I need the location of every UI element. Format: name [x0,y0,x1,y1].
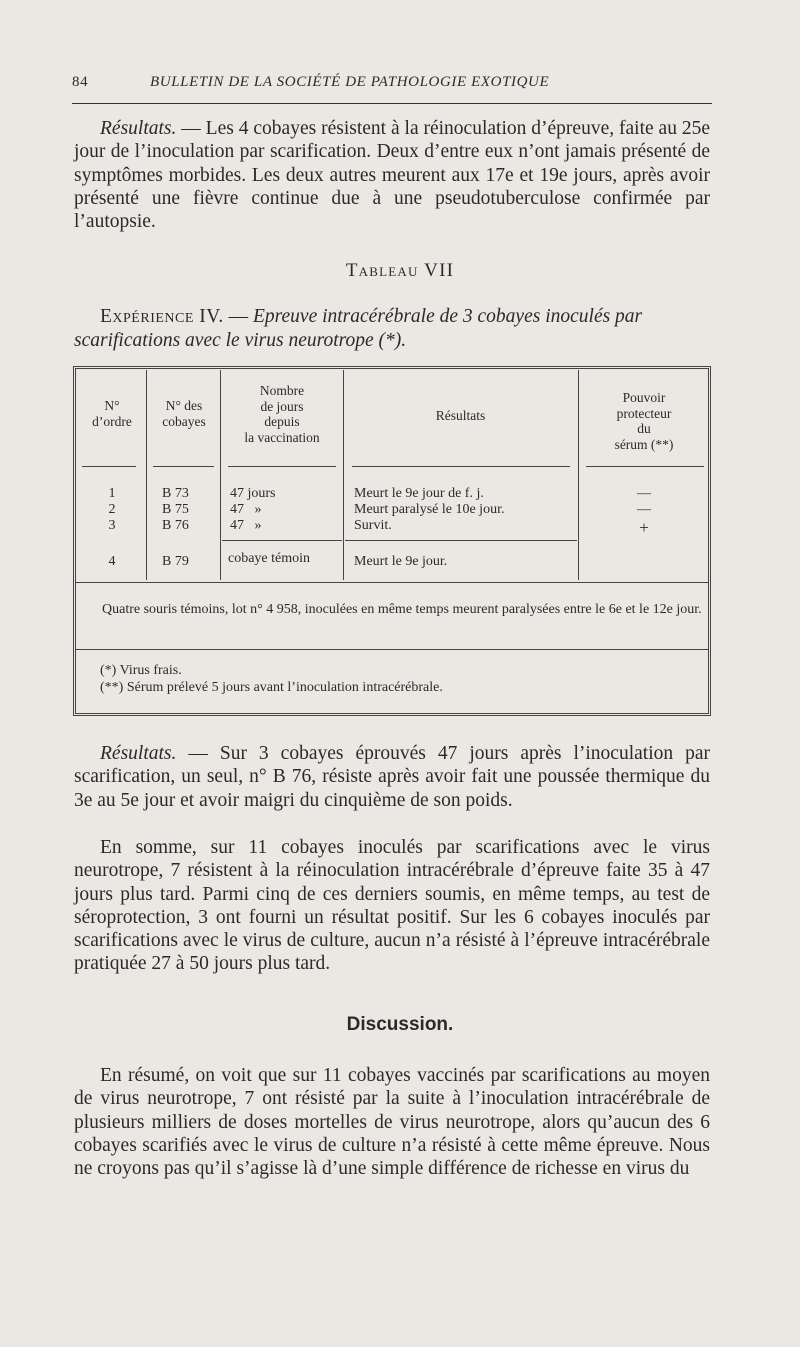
table-rule [76,582,708,583]
experiment-caption [74,305,710,352]
table-note: Quatre souris témoins, lot n° 4 958, inoculées en même temps meurent paralysées entre le 6e et le 12e jour. [102,602,702,617]
col-divider-3 [343,370,344,580]
col-divider-4 [578,370,579,580]
results-paragraph-1 [74,117,710,233]
running-header [72,72,712,94]
table-row-2-cobaye: B 75 [162,502,189,517]
table-row-4-jours: cobaye témoin [228,551,311,566]
table-row-2-pouvoir: — [637,502,651,517]
results-label-2: Résultats. [100,743,177,764]
table-row-3-ordre: 3 [108,518,116,533]
control-row-separator [222,540,342,541]
table-footnote-1: (*) Virus frais. [100,663,182,678]
table-row-3-pouvoir: + [639,518,649,537]
experiment-dash: — [223,306,253,327]
table-row-2-jours: 47 » [230,502,262,517]
col-divider-1 [146,370,147,580]
table-row-1-ordre: 1 [108,486,116,501]
table-rule [76,649,708,650]
table-row-4-resultat: Meurt le 9e jour. [354,554,448,569]
header-resultats: Résultats [435,408,486,423]
table-row-1-pouvoir: — [637,486,651,501]
results-label: Résultats. [100,118,177,139]
page-number: 84 [72,74,89,90]
header-jours: Nombre de jours depuis la vaccination [244,383,320,445]
table-row-4-ordre: 4 [108,554,116,569]
table-row-4-cobaye: B 79 [162,554,189,569]
table-row-2-resultat: Meurt paralysé le 10e jour. [354,502,505,517]
header-underline [228,466,336,467]
experiment-title: Epreuve intracérébrale de 3 cobayes inoculés par scarifications avec le virus neurotrope (*). [74,306,643,351]
header-pouvoir: Pouvoir protecteur du sérum (**) [614,390,674,452]
experiment-label: Expérience IV. [100,306,224,327]
control-row-separator [345,540,577,541]
discussion-paragraph: En résumé, on voit que sur 11 cobayes vaccinés par scarifications au moyen de virus neurotrope, 7 ont résisté par la suite à l’inoculation intracérébrale de plusieurs milliers de doses mortelles de virus neurotrope, alors qu’aucun des 6 cobayes scarifiés avec le virus de culture n’a résisté à cette même épreuve. Nous ne croyons pas qu’il s’agisse là d’une simple différence de richesse en virus du [74,1065,710,1180]
header-underline [153,466,214,467]
header-ordre: N° d’ordre [92,398,132,429]
table-row-2-ordre: 2 [108,502,116,517]
results-text-2: — Sur 3 cobayes éprouvés 47 jours après l’inoculation par scarification, un seul, n° B 76, résiste après avoir fait une poussée thermique du 3e au 5e jour et avoir maigri du cinquième de son poids. [74,743,710,811]
table-title: Tableau VII [345,260,455,281]
table-row-1-resultat: Meurt le 9e jour de f. j. [354,486,484,501]
discussion-heading: Discussion. [346,1014,454,1035]
table-row-3-cobaye: B 76 [162,518,189,533]
journal-title: BULLETIN DE LA SOCIÉTÉ DE PATHOLOGIE EXOTIQUE [150,74,550,90]
results-text: — Les 4 cobayes résistent à la réinoculation d’épreuve, faite au 25e jour de l’inoculation par scarification. Deux d’entre eux n’ont jamais présenté de symptômes morbides. Les deux autres meurent aux 17e et 19e jours, après avoir présenté une fièvre continue due à une pseudotuberculose confirmée par l’autopsie. [74,118,710,233]
summary-paragraph: En somme, sur 11 cobayes inoculés par scarifications avec le virus neurotrope, 7 résistent à la réinoculation intracérébrale d’épreuve faite 35 à 47 jours plus tard. Parmi cinq de ces derniers soumis, en même temps, au test de séroprotection, 3 ont fourni un résultat positif. Sur les 6 cobayes inoculés par scarifications avec le virus de culture, aucun n’a résisté à l’épreuve intracérébrale pratiquée 27 à 50 jours plus tard. [74,837,710,975]
table-footnote-2: (**) Sérum prélevé 5 jours avant l’inoculation intracérébrale. [100,680,443,695]
header-underline [586,466,704,467]
table-row-1-jours: 47 jours [230,486,276,501]
results-paragraph-2 [74,742,710,812]
table-row-1-cobaye: B 73 [162,486,189,501]
header-cobayes: N° des cobayes [162,398,206,429]
header-underline [352,466,570,467]
table-row-3-resultat: Survit. [354,518,392,533]
header-underline [82,466,136,467]
table-row-3-jours: 47 » [230,518,262,533]
header-rule [72,103,712,104]
